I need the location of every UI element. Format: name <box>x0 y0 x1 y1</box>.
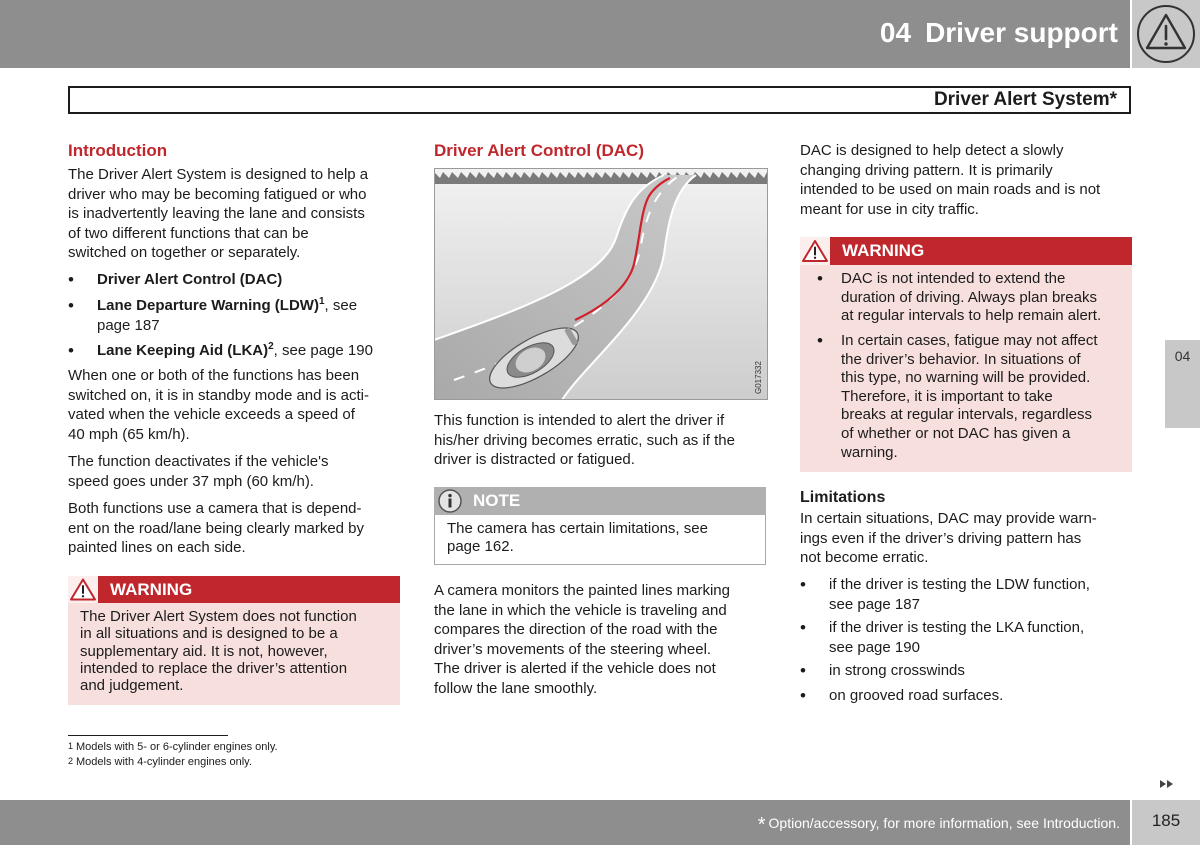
warning-title: WARNING <box>842 241 925 260</box>
warning-box-intro <box>68 576 400 705</box>
road-illustration-graphic <box>434 168 768 400</box>
warning-triangle-icon <box>800 237 830 265</box>
bullet-label: Lane Departure Warning (LDW) <box>97 297 319 314</box>
footnote-ref: 2 <box>268 341 274 352</box>
dac-function-paragraph: This function is intended to alert the driver if his/her driving becomes erratic, such as if the driver is distracted or fatigued. <box>434 412 735 468</box>
bullet-item-dac <box>68 270 282 290</box>
chapter-number: 04 <box>879 17 912 48</box>
road-illustration <box>434 168 768 400</box>
camera-monitor-paragraph: A camera monitors the painted lines marking the lane in which the vehicle is traveling and compares the direction of the road with the driver’s movements of the steering wheel. The driver is alerted if the vehicle does not follow the lane smoothly. <box>434 582 730 697</box>
footnote-ref: 1 <box>318 296 325 307</box>
warning-text: The Driver Alert System does not function in all situations and is designed to be a supplementary aid. It is not, however, intended to replace the driver’s attention and judgement. <box>80 608 357 695</box>
camera-paragraph: Both functions use a camera that is depend- ent on the road/lane being clearly marked by painted lines on each side. <box>68 500 365 556</box>
bullet-label: Lane Keeping Aid (LKA) <box>97 342 269 359</box>
bullet-page-ref: , see page 190 <box>273 342 373 359</box>
footnote-mark: 2 <box>68 756 74 766</box>
limitation-bullet: • if the driver is testing the LDW function, see page 187 <box>800 575 1090 614</box>
dac-heading: Driver Alert Control (DAC) <box>434 141 644 160</box>
deactivation-paragraph: The function deactivates if the vehicle's speed goes under 37 mph (60 km/h). <box>68 453 329 490</box>
footer-text: Option/accessory, for more information, see Introduction. <box>768 815 1120 831</box>
limitations-heading: Limitations <box>800 489 886 506</box>
warning-header <box>800 237 1132 265</box>
note-text: The camera has certain limitations, see page 162. <box>447 520 708 555</box>
warning-header <box>68 576 400 603</box>
chapter-name: Driver support <box>925 17 1118 48</box>
image-code: G017332 <box>754 361 763 394</box>
warning-icon-box <box>800 237 830 265</box>
page-number-box <box>1132 800 1200 845</box>
chapter-side-tab <box>1165 340 1200 428</box>
footnote-mark: 1 <box>68 741 74 751</box>
chapter-icon-box <box>1132 0 1200 68</box>
note-box <box>434 487 766 565</box>
standby-paragraph: When one or both of the functions has been switched on, it is in standby mode and is acti- vated when the vehicle exceeds a speed of 40 mph (65 km/h). <box>68 367 369 443</box>
page-number: 185 <box>1151 811 1181 830</box>
side-tab-label: 04 <box>1174 348 1191 364</box>
dac-purpose-paragraph: DAC is designed to help detect a slowly changing driving pattern. It is primarily intended to be used on main roads and is not meant for use in city traffic. <box>800 142 1101 218</box>
warning-box-dac <box>800 237 1132 472</box>
warning-bullet: • In certain cases, fatigue may not affect the driver’s behavior. In situations of this type, no warning will be provided. Therefore, it is important to take breaks at regular intervals, regardless of whether or not DAC has given a warning. <box>817 332 1098 462</box>
warning-icon-box <box>68 576 98 603</box>
bullet-item-ldw <box>68 296 357 335</box>
section-title-bar <box>68 86 1131 114</box>
warning-triangle-icon <box>1132 0 1200 68</box>
footnote-2 <box>68 755 252 770</box>
bullet-page-ref: , see page 187 <box>97 297 358 334</box>
chapter-title <box>880 0 1118 66</box>
footnote-text: Models with 4-cylinder engines only. <box>76 756 252 768</box>
footnote-rule <box>68 735 228 736</box>
intro-paragraph: The Driver Alert System is designed to help a driver who may be becoming fatigued or who is inadvertently leaving the lane and consists of two different functions that can be switched on together or separately. <box>68 166 369 261</box>
footer-asterisk: * <box>757 814 766 836</box>
footer-band <box>0 800 1130 845</box>
footnote-text: Models with 5- or 6-cylinder engines only. <box>76 741 278 753</box>
chapter-header-band <box>0 0 1130 68</box>
warning-title: WARNING <box>110 580 193 599</box>
bullet-label: Driver Alert Control (DAC) <box>97 271 283 288</box>
warning-bullet: • DAC is not intended to extend the duration of driving. Always plan breaks at regular intervals to help remain alert. <box>817 270 1101 326</box>
note-title: NOTE <box>473 491 521 510</box>
info-icon <box>435 487 465 515</box>
limitation-bullet: • on grooved road surfaces. <box>800 686 1003 706</box>
footnote-1 <box>68 740 278 755</box>
introduction-heading: Introduction <box>68 141 168 160</box>
section-title: Driver Alert System* <box>933 89 1117 110</box>
footer-note <box>758 800 1120 846</box>
continue-arrow-icon <box>1159 779 1175 789</box>
bullet-item-lka <box>68 341 373 361</box>
note-header <box>434 487 766 515</box>
limitation-bullet: • if the driver is testing the LKA function, see page 190 <box>800 618 1084 657</box>
limitation-bullet: • in strong crosswinds <box>800 661 965 681</box>
warning-triangle-icon <box>68 576 98 603</box>
limitations-paragraph: In certain situations, DAC may provide warn- ings even if the driver’s driving pattern has not become erratic. <box>800 510 1097 566</box>
